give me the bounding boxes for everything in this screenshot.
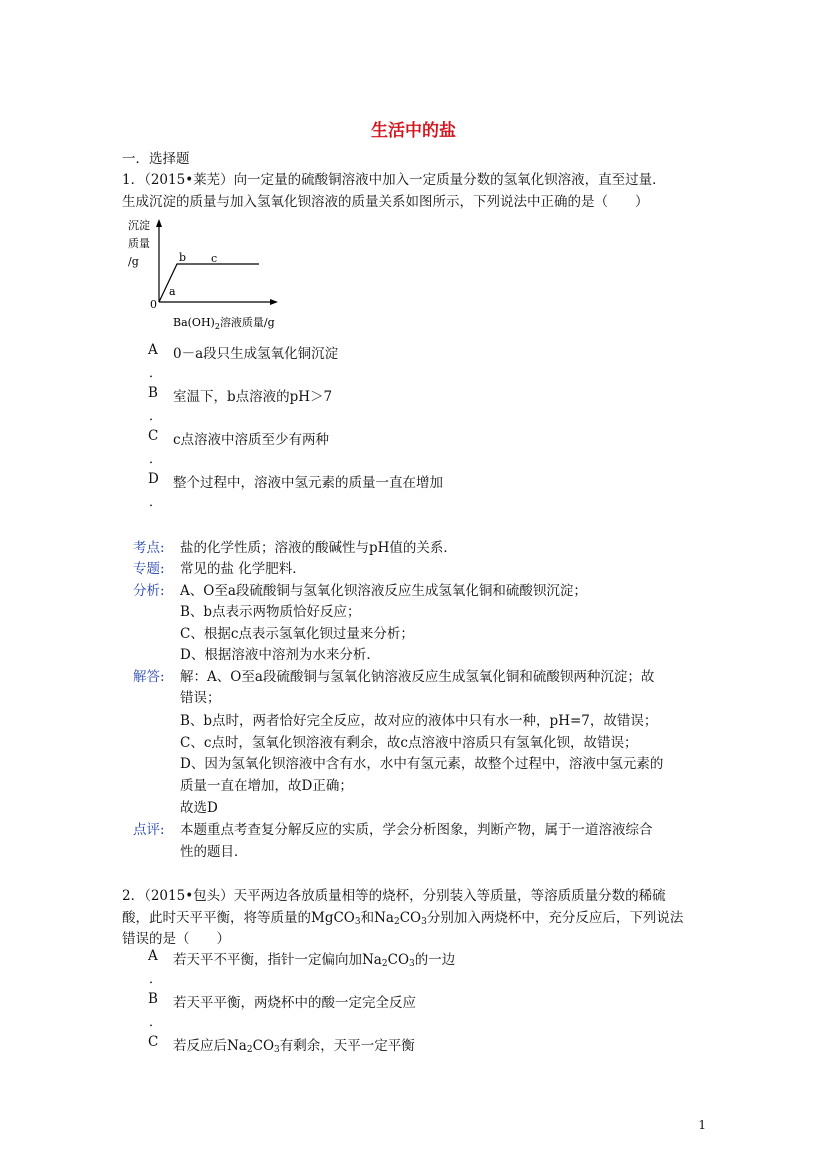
q1-option-c-letter: C [148,428,159,444]
page-number: 1 [698,1118,706,1132]
fenxi-line: B、b点表示两物质恰好反应； [180,604,361,620]
jieda-line: 错误； [180,690,221,706]
fenxi-line: A、O至a段硫酸铜与氢氧化钡溶液反应生成氢氧化铜和硫酸钡沉淀； [180,583,587,599]
zhuanti-label: 专题: [133,561,165,577]
q2-option-a-dot: ． [149,972,163,987]
graph-ylabel-line3: /g [128,255,139,268]
q1-figure-graph [122,214,292,332]
graph-point-b: b [179,251,187,264]
q1-option-d-dot: ． [149,495,163,510]
fenxi-label: 分析: [133,583,165,599]
q1-stem-line1: 1．（2015•莱芜）向一定量的硫酸铜溶液中加入一定质量分数的氢氧化钡溶液，直至过量． [122,172,666,188]
q1-option-c-text: c点溶液中溶质至少有两种 [173,432,330,448]
dianping-label: 点评: [133,822,165,838]
jieda-line: D、因为氢氧化钡溶液中含有水，水中有氢元素，故整个过程中，溶液中氢元素的 [180,756,664,772]
graph-ylabel-line1: 沉淀 [128,219,150,232]
jieda-line: 解：A、O至a段硫酸铜与氢氧化钠溶液反应生成氢氧化铜和硫酸钡两种沉淀；故 [180,669,655,685]
q1-stem-line2: 生成沉淀的质量与加入氢氧化钡溶液的质量关系如图所示，下列说法中正确的是（ ） [122,194,649,210]
graph-point-a: a [169,285,176,298]
q2-stem-line1: 2．（2015•包头）天平两边各放质量相等的烧杯，分别装入等质量，等溶质质量分数的稀硫 [122,888,666,904]
q1-option-b-text: 室温下，b点溶液的pH＞7 [173,389,333,405]
jieda-line: B、b点时，两者恰好完全反应，故对应的液体中只有水一种，pH=7，故错误； [180,713,658,729]
q2-option-b-text: 若天平平衡，两烧杯中的酸一定完全反应 [173,995,416,1011]
q2-option-c-letter: C [148,1034,159,1050]
q1-option-a-dot: ． [149,366,163,381]
kaodian-text: 盐的化学性质；溶液的酸碱性与pH值的关系． [180,540,457,556]
q2-stem-line2: 酸，此时天平平衡，将等质量的MgCO$_3$和$Na_2CO_3$分别加入两烧杯中，充分反应后，下列说法 [122,910,684,927]
section-heading: 一．选择题 [122,151,190,167]
q1-option-a-text: 0－a段只生成氢氧化铜沉淀 [173,346,339,362]
q2-option-b-letter: B [148,991,158,1007]
q1-option-d-letter: D [148,471,159,487]
jieda-line: C、c点时，氢氧化钡溶液有剩余，故c点溶液中溶质只有氢氧化钡，故错误； [180,735,638,751]
dianping-line: 本题重点考查复分解反应的实质，学会分析图象，判断产物，属于一道溶液综合 [180,822,653,838]
jieda-line: 故选D [180,800,218,816]
q2-stem-line3: 错误的是（ ） [122,931,230,947]
graph-y-arrow [156,219,162,227]
graph-xlabel: $Ba(OH)_2$溶液质量/g [173,316,275,331]
fenxi-line: D、根据溶液中溶剂为水来分析． [180,647,380,663]
dianping-line: 性的题目． [180,844,248,860]
q1-option-b-dot: ． [149,409,163,424]
q1-option-d-text: 整个过程中，溶液中氢元素的质量一直在增加 [173,475,443,491]
q1-option-b-letter: B [148,385,158,401]
jieda-label: 解答: [133,669,165,685]
jieda-line: 质量一直在增加，故D正确； [180,778,353,794]
fenxi-line: C、根据c点表示氢氧化钡过量来分析； [180,626,414,642]
graph-origin-label: 0 [150,298,157,311]
zhuanti-text: 常见的盐 化学肥料． [180,561,306,577]
graph-ylabel-line2: 质量 [128,237,150,250]
page-title: 生活中的盐 [371,121,456,141]
q2-option-c-text: 若反应后$Na_2CO_3$有剩余，天平一定平衡 [173,1038,415,1055]
q1-option-a-letter: A [148,342,158,358]
kaodian-label: 考点: [133,540,165,556]
graph-x-arrow [270,299,278,305]
q2-option-a-text: 若天平不平衡，指针一定偏向加$Na_2CO_3$的一边 [173,952,456,969]
q2-option-a-letter: A [148,948,158,964]
graph-point-c: c [211,252,218,265]
q1-option-c-dot: ． [149,452,163,467]
q2-option-b-dot: ． [149,1015,163,1030]
